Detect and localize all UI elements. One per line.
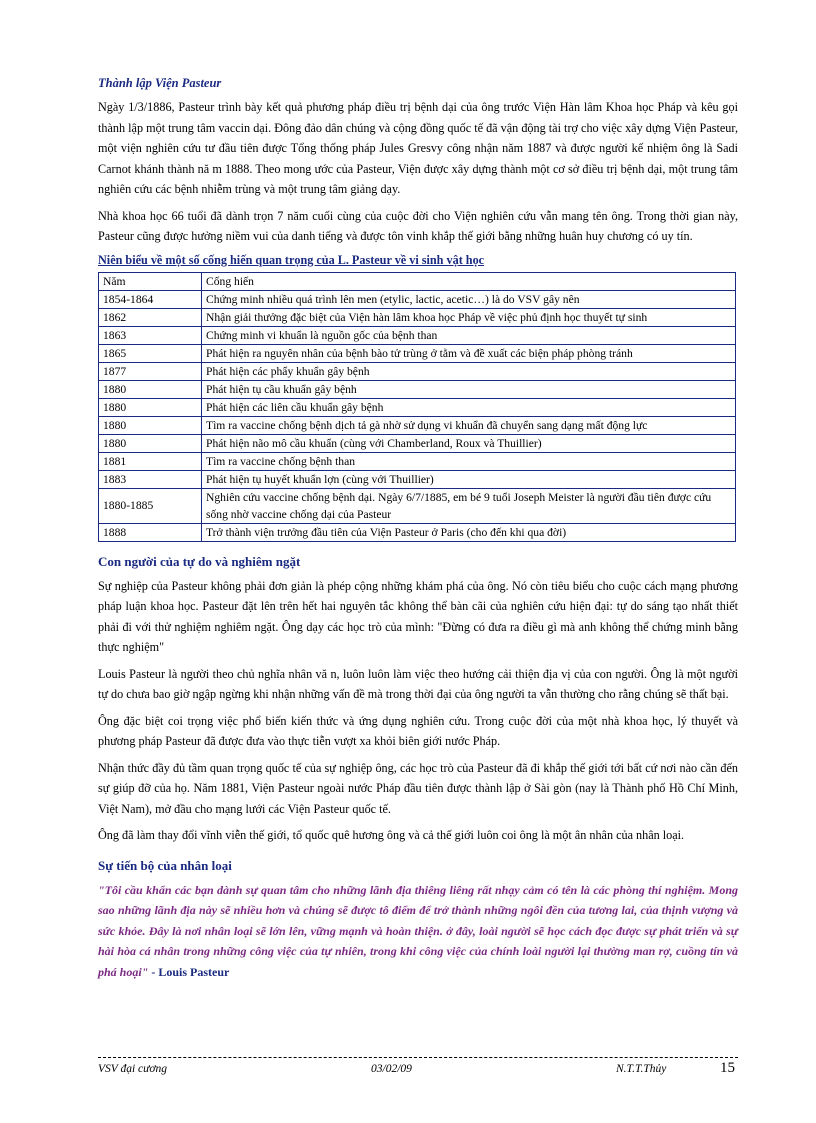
table-row — [99, 380, 736, 398]
table-row — [99, 416, 736, 434]
section-heading-progress: Sự tiến bộ của nhân loại — [98, 857, 232, 873]
page-footer — [98, 1057, 738, 1083]
table-cell-text: Cống hiến — [202, 272, 736, 290]
table-title: Niên biểu về một số cống hiến quan trọng của L. Pasteur về vi sinh vật học — [98, 252, 485, 267]
table-row — [99, 470, 736, 488]
table-cell-year: 1880 — [99, 416, 202, 434]
footer-author: N.T.T.Thủy — [616, 1063, 667, 1075]
table-cell-year: 1863 — [99, 326, 202, 344]
table-cell-year: 1854-1864 — [99, 290, 202, 308]
table-cell-year: 1880 — [99, 434, 202, 452]
footer-date: 03/02/09 — [371, 1063, 412, 1075]
paragraph: Ông đã làm thay đổi vĩnh viễn thế giới, tổ quốc quê hương ông và cả thế giới luôn coi ông là một ân nhân của nhân loại. — [98, 828, 685, 842]
table-cell-text: Nghiên cứu vaccine chống bệnh dại. Ngày 6/7/1885, em bé 9 tuổi Joseph Meister là người đầu tiên được cứu sống nhờ vaccine chống dại của Pasteur — [202, 488, 736, 523]
table-row — [99, 434, 736, 452]
table-row — [99, 523, 736, 541]
quote-text: "Tôi cầu khẩn các bạn dành sự quan tâm cho những lãnh địa thiêng liêng rất nhạy cảm có tên là các phòng thí nghiệm. Mong sao những lãnh địa này sẽ nhiều hơn và chúng sẽ được tô điểm để trở thành những ngôi đền của tương lai, của thịnh vượng và sức khỏe. Đây là nơi nhân loại sẽ lớn lên, vững mạnh và hoàn thiện. ở đây, loài người sẽ học cách đọc được sự phát triển và sự hài hòa cá nhân trong những công việc của tự nhiên, trong khi công việc của chính loài người lại thường man rợ, cuồng tín và phá hoại" — [98, 882, 738, 979]
table-cell-year: 1877 — [99, 362, 202, 380]
table-cell-year: 1880 — [99, 380, 202, 398]
document-body — [98, 76, 738, 982]
table-row — [99, 290, 736, 308]
table-cell-text: Phát hiện ra nguyên nhân của bệnh bào tử trùng ở tằm và đề xuất các biện pháp phòng tránh — [202, 344, 736, 362]
table-cell-text: Tìm ra vaccine chống bệnh dịch tả gà nhờ sử dụng vi khuẩn đã chuyển sang dạng mất động lực — [202, 416, 736, 434]
footer-divider — [98, 1057, 738, 1058]
table-cell-text: Phát hiện tụ huyết khuẩn lợn (cùng với Thuillier) — [202, 470, 736, 488]
table-cell-year: 1880-1885 — [99, 488, 202, 523]
table-row — [99, 398, 736, 416]
paragraph: Ngày 1/3/1886, Pasteur trình bày kết quả phương pháp điều trị bệnh dại của ông trước Viện Hàn lâm Khoa học Pháp và kêu gọi thành lập một trung tâm vaccin dại. Đông đảo dân chúng và cộng đồng quốc tế đã vận động tài trợ cho việc xây dựng Viện Pasteur, một viện nghiên cứu tư đầu tiên được Tổng thống pháp Jules Gresvy công nhận năm 1887 và được người kế nhiệm ông là Sadi Carnot khánh thành nă m 1888. Theo mong ước của Pasteur, Viện được xây dựng thành một cơ sở điều trị bệnh dại, một trung tâm nghiên cứu các bệnh nhiễm trùng và một trung tâm giảng dạy. — [98, 100, 738, 196]
table-row — [99, 344, 736, 362]
table-header-row — [99, 272, 736, 290]
table-cell-text: Phát hiện não mô cầu khuẩn (cùng với Chamberland, Roux và Thuillier) — [202, 434, 736, 452]
paragraph: Nhận thức đầy đủ tầm quan trọng quốc tế của sự nghiệp ông, các học trò của Pasteur đã đi khắp thế giới tới bất cứ nơi nào cần đến sự giúp đỡ của họ. Năm 1881, Viện Pasteur ngoài nước Pháp đầu tiên được thành lập ở Sài gòn (nay là Thành phố Hồ Chí Minh, Việt Nam), mở đầu cho mạng lưới các Viện Pasteur quốc tế. — [98, 760, 738, 816]
table-cell-year: 1862 — [99, 308, 202, 326]
quote-author: - Louis Pasteur — [148, 964, 230, 979]
section-heading-freedom: Con người của tự do và nghiêm ngặt — [98, 553, 301, 569]
table-cell-text: Nhận giải thưởng đặc biệt của Viện hàn lâm khoa học Pháp về việc phủ định học thuyết tự sinh — [202, 308, 736, 326]
table-cell-year: 1883 — [99, 470, 202, 488]
table-cell-text: Phát hiện tụ cầu khuẩn gây bệnh — [202, 380, 736, 398]
table-cell-text: Chứng minh nhiều quá trình lên men (etylic, lactic, acetic…) là do VSV gây nên — [202, 290, 736, 308]
table-cell-year: Năm — [99, 272, 202, 290]
table-row — [99, 488, 736, 523]
table-row — [99, 326, 736, 344]
table-cell-year: 1865 — [99, 344, 202, 362]
table-cell-text: Chứng minh vi khuẩn là nguồn gốc của bệnh than — [202, 326, 736, 344]
table-cell-year: 1888 — [99, 523, 202, 541]
paragraph: Ông đặc biệt coi trọng việc phổ biến kiến thức và ứng dụng nghiên cứu. Trong cuộc đời của một nhà khoa học, lý thuyết và phương pháp Pasteur đã được đưa vào thực tiễn vượt xa khỏi biên giới nước Pháp. — [98, 713, 738, 748]
pasteur-quote — [98, 880, 738, 983]
chronology-table — [98, 272, 736, 542]
table-cell-year: 1881 — [99, 452, 202, 470]
table-cell-year: 1880 — [99, 398, 202, 416]
table-cell-text: Trở thành viện trưởng đầu tiên của Viện Pasteur ở Paris (cho đến khi qua đời) — [202, 523, 736, 541]
table-cell-text: Phát hiện các phẩy khuẩn gây bệnh — [202, 362, 736, 380]
table-row — [99, 452, 736, 470]
table-cell-text: Phát hiện các liên cầu khuẩn gây bệnh — [202, 398, 736, 416]
section-heading-founding: Thành lập Viện Pasteur — [98, 76, 222, 90]
table-row — [99, 308, 736, 326]
table-cell-text: Tìm ra vaccine chống bệnh than — [202, 452, 736, 470]
paragraph: Sự nghiệp của Pasteur không phải đơn giản là phép cộng những khám phá của ông. Nó còn tiêu biểu cho cuộc cách mạng phương pháp luận khoa học. Pasteur đặt lên trên hết hai nguyên tắc không thể bàn cãi của nghiên cứu hiện đại: tự do sáng tạo nhất thiết phải đi với thử nghiệm nghiêm ngặt. Ông dạy các học trò của mình: "Đừng có đưa ra điều gì mà anh không thể chứng minh bằng thực nghiệm" — [98, 578, 738, 654]
page-number: 15 — [720, 1060, 735, 1076]
paragraph: Louis Pasteur là người theo chủ nghĩa nhân vă n, luôn luôn làm việc theo hướng cải thiện địa vị của con người. Ông là một người tự do chưa bao giờ ngập ngừng khi nhận những vấn đề mà trong thời đại của ông người ta vẫn thường cho rằng chúng sẽ thất bại. — [98, 666, 738, 701]
table-row — [99, 362, 736, 380]
footer-course: VSV đại cương — [98, 1063, 168, 1075]
paragraph: Nhà khoa học 66 tuổi đã dành trọn 7 năm cuối cùng của cuộc đời cho Viện nghiên cứu vẫn mang tên ông. Trong thời gian này, Pasteur cũng được hưởng niềm vui của danh tiếng và được tôn vinh khắp thế giới bằng những huân huy chương có uy tín. — [98, 208, 738, 243]
